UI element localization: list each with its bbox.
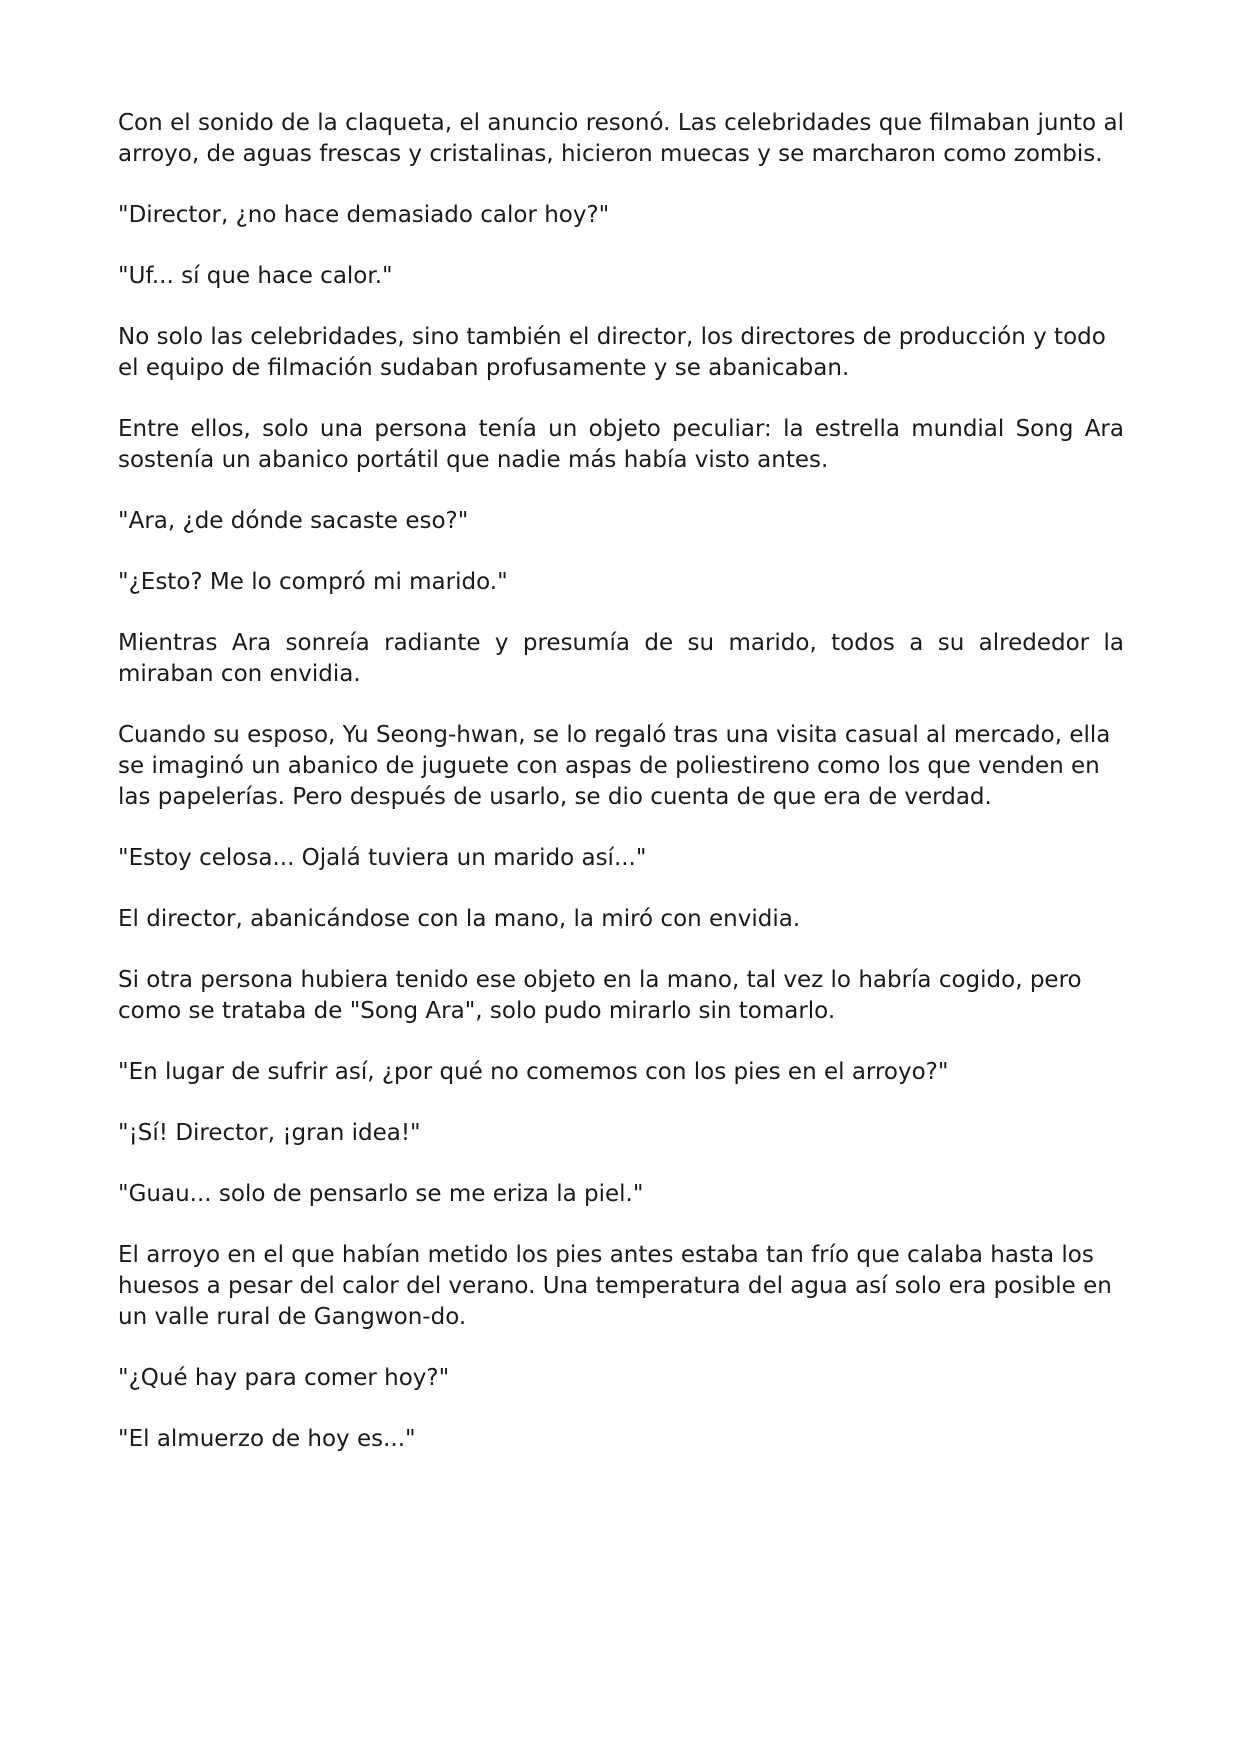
paragraph-3: "Uf... sí que hace calor." (118, 263, 393, 289)
paragraph-8: Mientras Ara sonreía radiante y presumía de su marido, todos a su alrededor la miraban con envidia. (118, 630, 1124, 687)
paragraph-16: El arroyo en el que habían metido los pies antes estaba tan frío que calaba hasta los huesos a pesar del calor del verano. Una temperatura del agua así solo era posible en un valle rural de Gangwon-do. (118, 1242, 1112, 1330)
paragraph-11: El director, abanicándose con la mano, la miró con envidia. (118, 906, 801, 932)
paragraph-7: "¿Esto? Me lo compró mi marido." (118, 569, 508, 595)
paragraph-6: "Ara, ¿de dónde sacaste eso?" (118, 508, 469, 534)
paragraph-15: "Guau... solo de pensarlo se me eriza la piel." (118, 1181, 644, 1207)
paragraph-12: Si otra persona hubiera tenido ese objeto en la mano, tal vez lo habría cogido, pero como se trataba de "Song Ara", solo pudo mirarlo sin tomarlo. (118, 967, 1082, 1024)
document-page (118, 108, 1124, 1485)
paragraph-17: "¿Qué hay para comer hoy?" (118, 1365, 450, 1391)
paragraph-9: Cuando su esposo, Yu Seong-hwan, se lo regaló tras una visita casual al mercado, ella se imaginó un abanico de juguete con aspas de poliestireno como los que venden en las papelerías. Pero después de usarlo, se dio cuenta de que era de verdad. (118, 722, 1111, 810)
paragraph-18: "El almuerzo de hoy es..." (118, 1426, 416, 1452)
paragraph-2: "Director, ¿no hace demasiado calor hoy?" (118, 202, 610, 228)
paragraph-13: "En lugar de sufrir así, ¿por qué no comemos con los pies en el arroyo?" (118, 1059, 949, 1085)
paragraph-5: Entre ellos, solo una persona tenía un objeto peculiar: la estrella mundial Song Ara sostenía un abanico portátil que nadie más había visto antes. (118, 416, 1124, 473)
paragraph-1: Con el sonido de la claqueta, el anuncio resonó. Las celebridades que filmaban junto al arroyo, de aguas frescas y cristalinas, hicieron muecas y se marcharon como zombis. (118, 110, 1124, 167)
paragraph-10: "Estoy celosa... Ojalá tuviera un marido así..." (118, 845, 647, 871)
paragraph-4: No solo las celebridades, sino también el director, los directores de producción y todo el equipo de filmación sudaban profusamente y se abanicaban. (118, 324, 1106, 381)
paragraph-14: "¡Sí! Director, ¡gran idea!" (118, 1120, 421, 1146)
